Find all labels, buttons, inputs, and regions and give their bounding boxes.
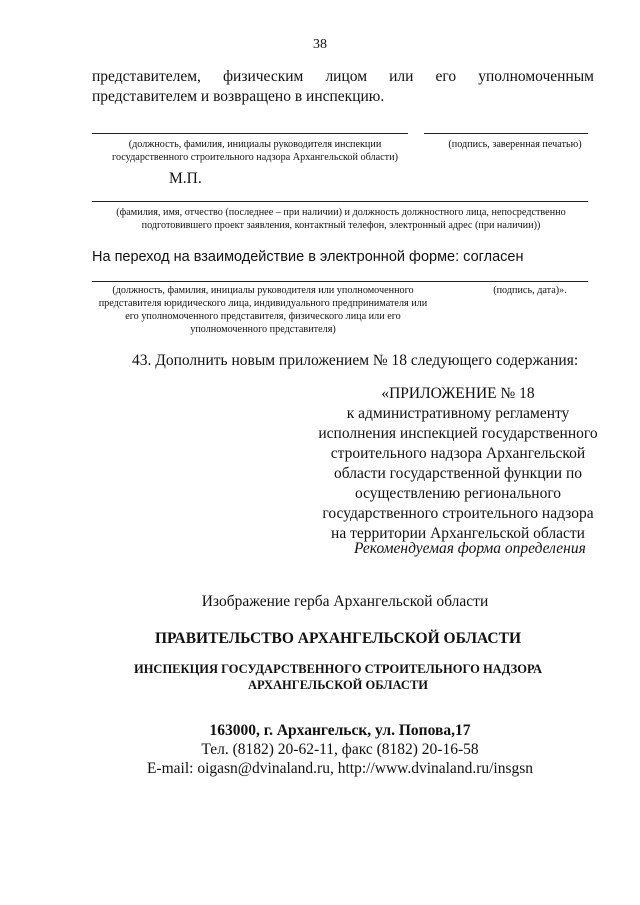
caption-signature-seal: (подпись, заверенная печатью) — [448, 139, 582, 150]
appendix-line: государственного строительного надзора — [322, 505, 594, 522]
phone-fax: Тел. (8182) 20-62-11, факс (8182) 20-16-58 — [201, 741, 479, 758]
appendix-line: «ПРИЛОЖЕНИЕ № 18 — [381, 385, 535, 402]
stamp-label: М.П. — [169, 170, 202, 187]
appendix-line: области государственной функции по — [333, 465, 583, 482]
inspection-title-line-1: ИНСПЕКЦИЯ ГОСУДАРСТВЕННОГО СТРОИТЕЛЬНОГО НАДЗОРА — [133, 662, 543, 676]
emblem-placeholder: Изображение герба Архангельской области — [201, 593, 489, 610]
address: 163000, г. Архангельск, ул. Попова,17 — [209, 722, 471, 739]
item-43: 43. Дополнить новым приложением № 18 следующего содержания: — [132, 352, 579, 369]
caption-official-name: (должность, фамилия, инициалы руководителя инспекции государственного строительного надзора Архангельской области) — [112, 139, 398, 163]
appendix-line: исполнения инспекцией государственного — [318, 425, 598, 442]
intro-word: уполномоченным — [478, 68, 594, 85]
page-number: 38 — [313, 37, 327, 52]
recommended-form: Рекомендуемая форма определения — [354, 540, 586, 557]
contacts — [0, 721, 640, 778]
government-title: ПРАВИТЕЛЬСТВО АРХАНГЕЛЬСКОЙ ОБЛАСТИ — [154, 630, 521, 647]
caption-preparer: (фамилия, имя, отчество (последнее – при наличии) и должность должностного лица, непосредственно подготовившего проект заявления, контактный телефон, электронный адрес (при наличии)) — [116, 207, 566, 231]
appendix-line: строительного надзора Архангельской — [330, 445, 586, 462]
preparer-line — [92, 201, 588, 202]
intro-word: физическим — [223, 68, 304, 85]
appendix-heading — [316, 384, 600, 544]
signature-line-seal — [424, 133, 588, 134]
appendix-line: на территории Архангельской области — [331, 525, 585, 542]
electronic-consent: На переход на взаимодействие в электронной форме: согласен — [92, 249, 524, 265]
caption-applicant-signature: (подпись, дата)». — [493, 285, 567, 296]
intro-word: лицом — [325, 68, 368, 85]
caption-applicant-name: (должность, фамилия, инициалы руководителя или уполномоченного представителя юридического лица, индивидуального предпринимателя или его уполномоченного представителя, физического лица или его уполномоченного представителя) — [98, 285, 428, 335]
appendix-line: к административному регламенту — [346, 405, 570, 422]
intro-word: его — [435, 68, 457, 85]
signature-line-official — [92, 133, 408, 134]
signature-line-applicant — [92, 281, 588, 282]
inspection-title-line-2: АРХАНГЕЛЬСКОЙ ОБЛАСТИ — [248, 678, 428, 692]
appendix-line: осуществлению регионального — [354, 485, 562, 502]
inspection-title — [0, 661, 640, 693]
intro-line-1 — [92, 67, 594, 87]
intro-line-2: представителем и возвращено в инспекцию. — [92, 88, 385, 105]
email-web: E-mail: oigasn@dvinaland.ru, http://www.dvinaland.ru/insgsn — [146, 760, 534, 777]
intro-word: представителем, — [92, 68, 201, 85]
intro-word: или — [389, 68, 414, 85]
